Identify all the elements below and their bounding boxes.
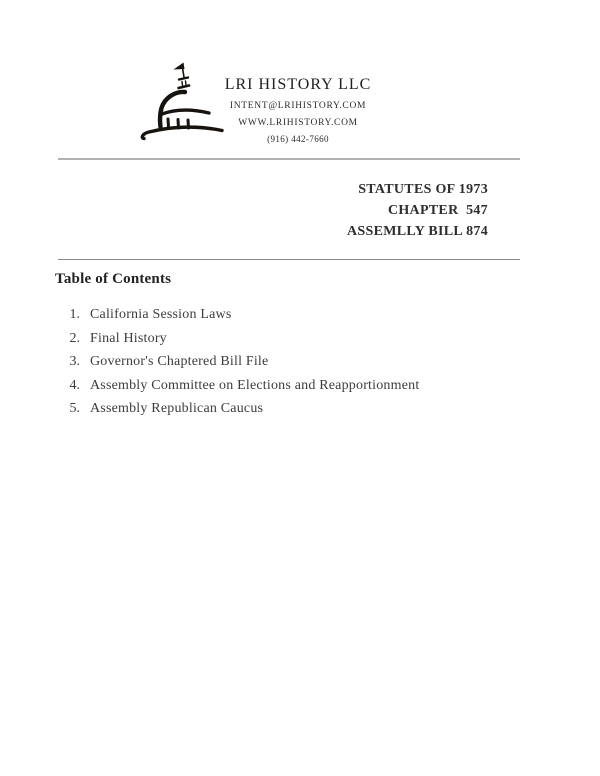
divider-bottom (58, 259, 520, 260)
company-name: LRI HISTORY LLC (224, 76, 372, 93)
statute-reference-block (347, 179, 488, 242)
toc-item-number: 1. (69, 307, 80, 322)
toc-heading: Table of Contents (55, 271, 172, 287)
toc-item-number: 3. (69, 354, 80, 369)
toc-item-label: Assembly Committee on Elections and Reapportionment (90, 377, 420, 393)
bill-line: ASSEMLLY BILL 874 (346, 224, 488, 239)
toc-item-number: 4. (69, 377, 80, 393)
toc-list (55, 308, 535, 426)
toc-item-number: 2. (69, 330, 80, 346)
company-email: INTENT@LRIHISTORY.COM (229, 101, 367, 111)
toc-item (55, 355, 535, 370)
statutes-line: STATUTES OF 1973 (358, 182, 488, 197)
chapter-line: CHAPTER 547 (387, 203, 488, 218)
toc-item-label: Assembly Republican Caucus (90, 401, 264, 416)
toc-item-number: 5. (69, 401, 80, 416)
letterhead (210, 76, 386, 144)
toc-item-label: Governor's Chaptered Bill File (90, 354, 269, 369)
company-phone: (916) 442-7660 (267, 134, 329, 144)
company-website: WWW.LRIHISTORY.COM (238, 118, 358, 128)
toc-item (55, 332, 535, 347)
toc-item-label: California Session Laws (90, 307, 232, 322)
divider-top (58, 158, 520, 160)
toc-item-label: Final History (90, 330, 167, 346)
toc-item (55, 402, 535, 417)
toc-item (55, 308, 535, 323)
toc-item (55, 379, 535, 394)
